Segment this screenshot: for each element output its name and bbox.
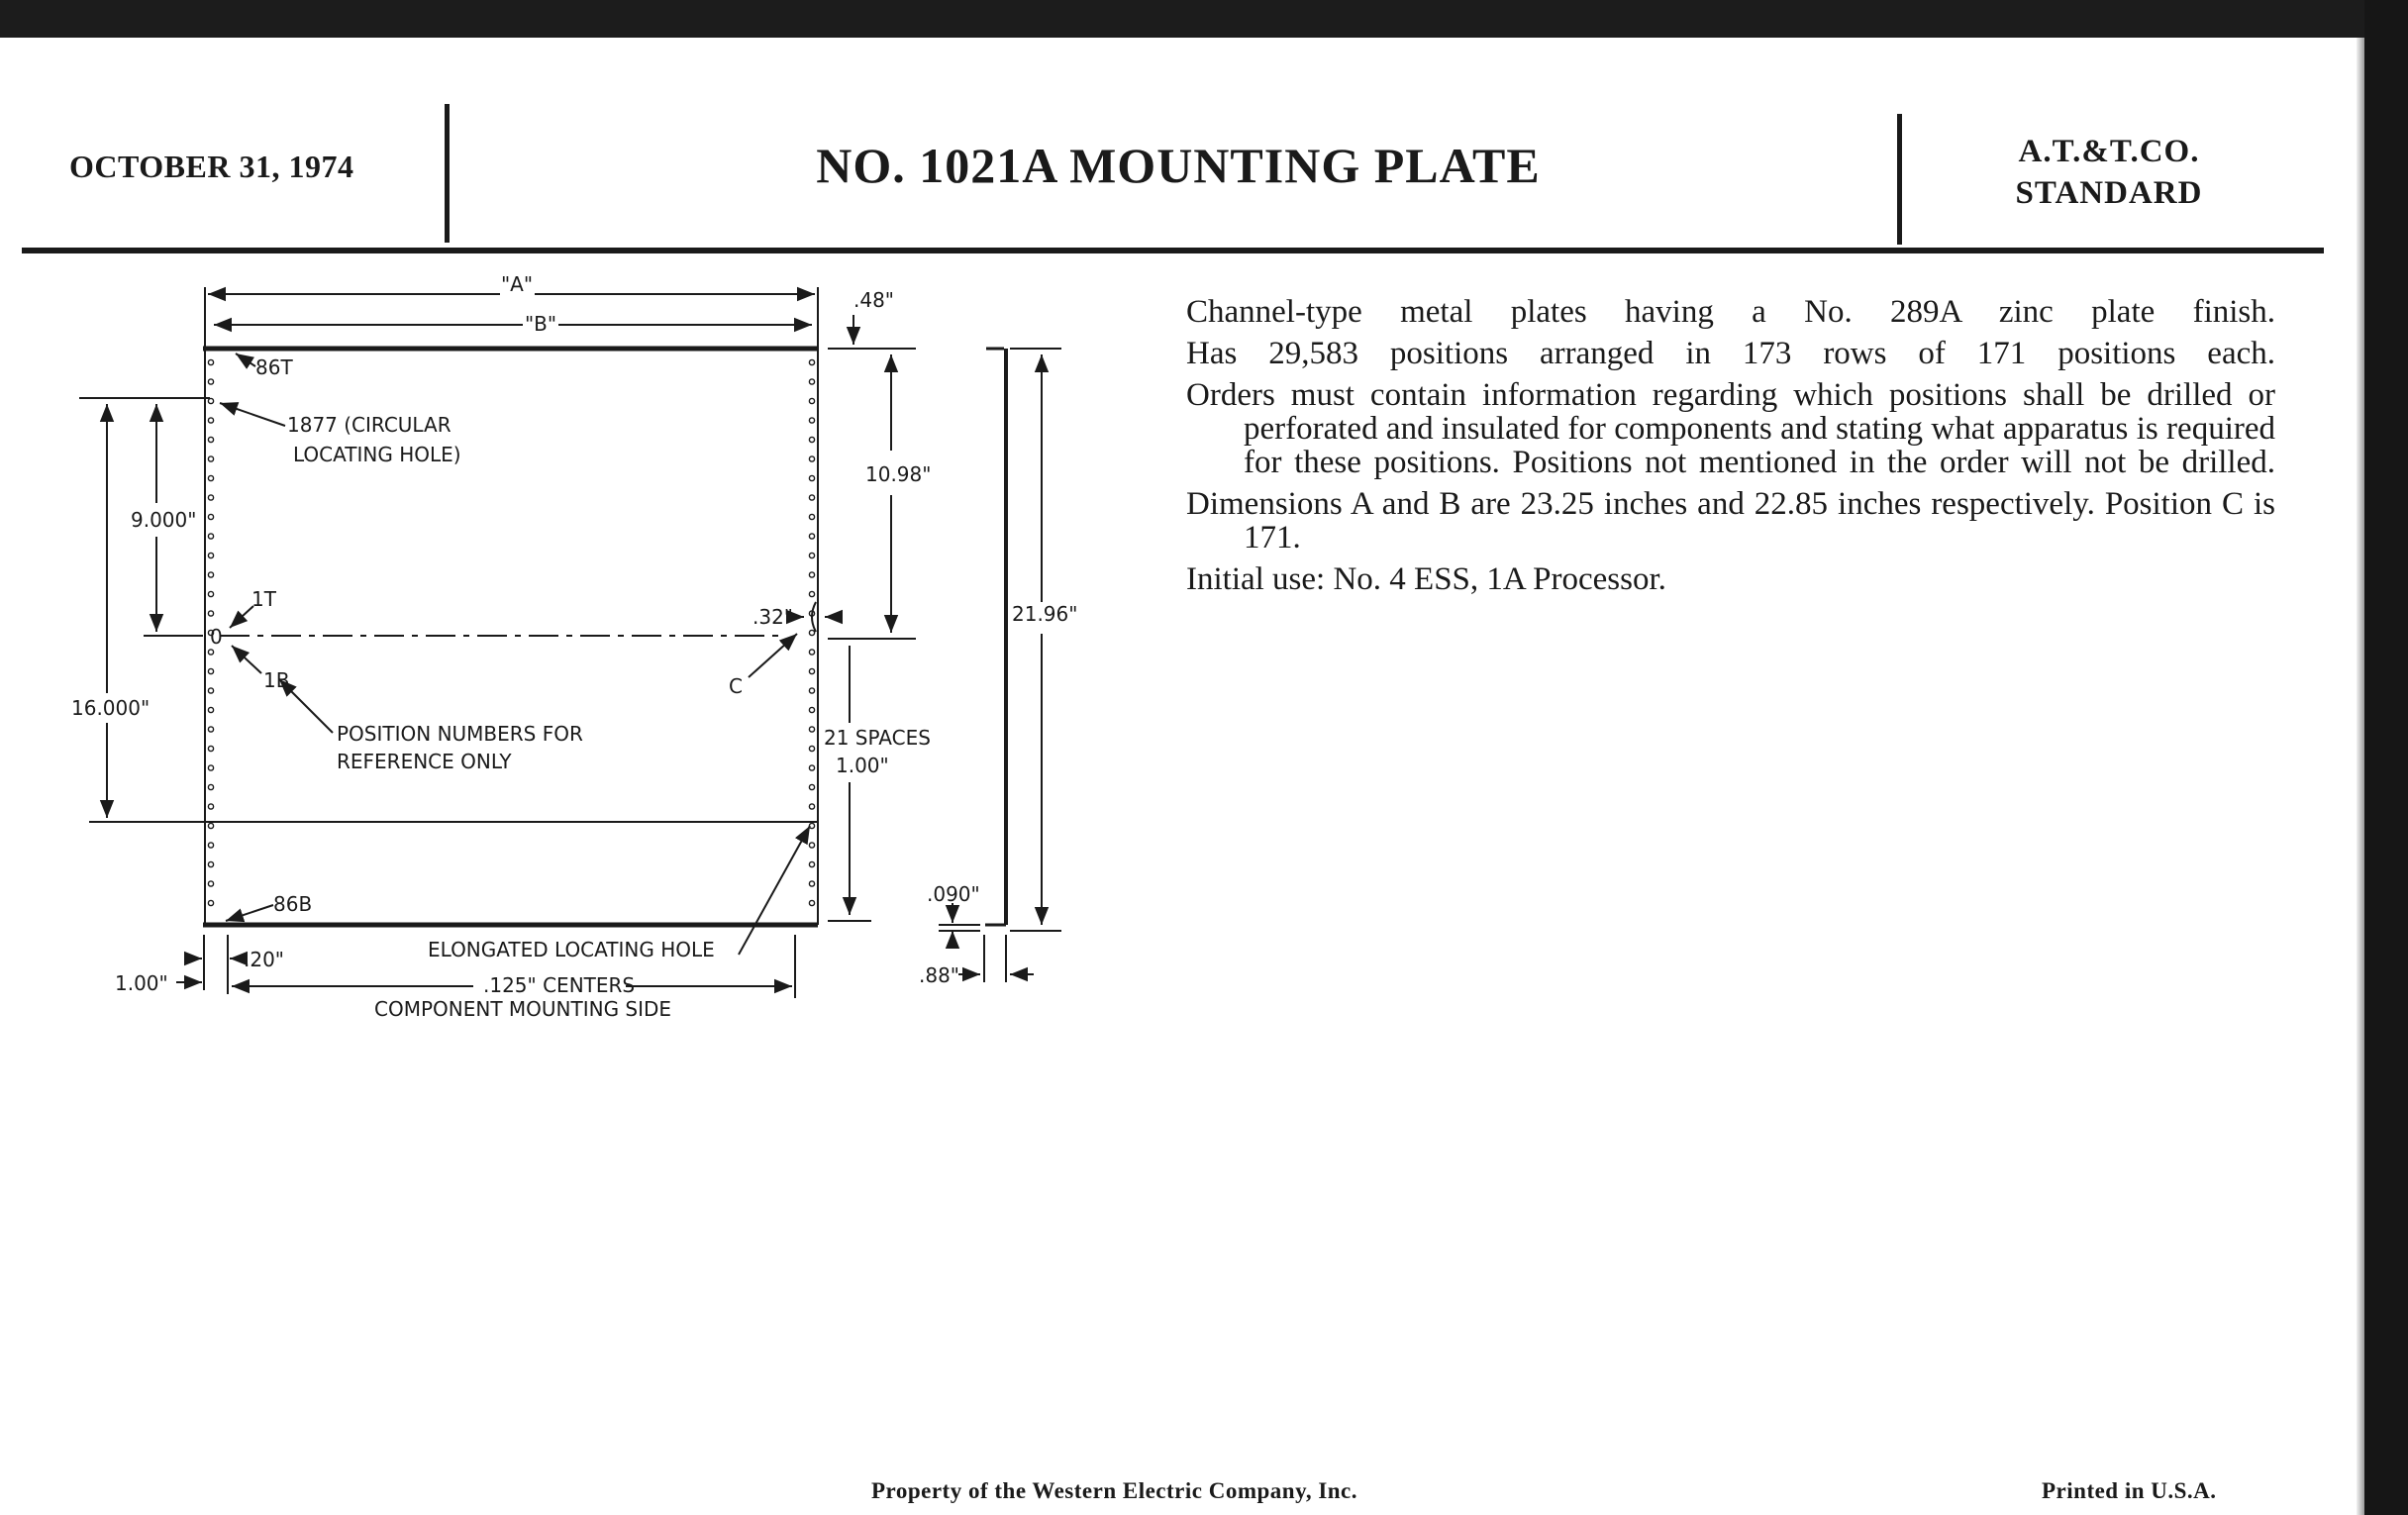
description-paragraph: Orders must contain information regarding which positions shall be drilled or perforated and insulated for components and stating what apparatus is required for these positions. Positions not mentioned in the order will not be drilled. xyxy=(1186,377,2275,480)
label-position-numbers-b: REFERENCE ONLY xyxy=(337,750,512,773)
mounting-hole xyxy=(809,881,814,886)
page-title: NO. 1021A MOUNTING PLATE xyxy=(816,138,1541,193)
mounting-hole xyxy=(809,514,814,519)
header-rule xyxy=(22,248,2324,253)
scan-top-border xyxy=(0,0,2408,38)
leader-86b xyxy=(226,905,273,921)
mounting-hole xyxy=(809,707,814,712)
mounting-hole xyxy=(809,900,814,905)
mounting-hole xyxy=(208,437,213,442)
dimension-1098-label: 10.98" xyxy=(865,462,932,486)
dimension-100 xyxy=(115,971,202,995)
dimension-100-label: 1.00" xyxy=(115,971,168,995)
mounting-hole xyxy=(809,784,814,789)
dimension-088-label: .88" xyxy=(919,963,960,987)
header-divider-right xyxy=(1897,114,1902,245)
mounting-hole xyxy=(809,861,814,866)
mounting-hole xyxy=(208,495,213,500)
mounting-hole xyxy=(208,553,213,557)
mounting-hole xyxy=(809,650,814,655)
mounting-hole xyxy=(208,514,213,519)
mounting-hole xyxy=(208,688,213,693)
mounting-hole xyxy=(208,359,213,364)
label-1t: 1T xyxy=(251,587,276,611)
mounting-hole xyxy=(208,418,213,423)
dimension-21-spaces-span xyxy=(828,646,871,921)
dimension-9000-label: 9.000" xyxy=(131,508,197,532)
description-paragraph: Channel-type metal plates having a No. 289A zinc plate finish. xyxy=(1186,294,2275,330)
dimension-b-label: "B" xyxy=(524,312,557,336)
leader-1b xyxy=(232,646,261,673)
mounting-hole xyxy=(208,900,213,905)
label-centers: .125" CENTERS xyxy=(483,973,636,997)
mounting-hole xyxy=(809,765,814,770)
dimension-16000-label: 16.000" xyxy=(71,696,150,720)
mounting-hole xyxy=(809,746,814,751)
mounting-hole xyxy=(208,707,213,712)
header-standard xyxy=(1926,131,2292,214)
mounting-hole xyxy=(809,823,814,828)
header-divider-left xyxy=(445,104,450,243)
header-standard-line1: A.T.&T.CO. xyxy=(2018,134,2200,169)
mounting-hole xyxy=(809,572,814,577)
label-0: 0 xyxy=(210,625,223,649)
dimension-a xyxy=(205,272,818,349)
dimension-048-label: .48" xyxy=(853,288,895,312)
label-1b: 1B xyxy=(263,668,290,692)
label-position-numbers: POSITION NUMBERS FOR xyxy=(337,722,583,746)
mounting-hole xyxy=(809,534,814,539)
dimension-088 xyxy=(919,935,1034,987)
description xyxy=(1186,295,2275,604)
mounting-hole xyxy=(809,379,814,384)
mounting-hole xyxy=(208,843,213,848)
label-c: C xyxy=(729,674,743,698)
mounting-hole xyxy=(208,534,213,539)
mounting-hole xyxy=(809,437,814,442)
mounting-hole xyxy=(809,495,814,500)
footer-printed: Printed in U.S.A. xyxy=(2042,1478,2217,1503)
mounting-hole xyxy=(208,650,213,655)
mounting-hole xyxy=(208,765,213,770)
dimension-048 xyxy=(853,288,894,345)
dimension-a-label: "A" xyxy=(500,272,534,296)
label-21-spaces: 21 SPACES xyxy=(824,726,931,750)
dimension-1098 xyxy=(828,349,931,639)
mounting-plate-drawing xyxy=(0,267,1109,1040)
footer-property: Property of the Western Electric Company, Inc. xyxy=(871,1478,1358,1503)
mounting-hole xyxy=(208,861,213,866)
mounting-hole xyxy=(208,823,213,828)
mounting-hole xyxy=(208,398,213,403)
description-paragraph: Dimensions A and B are 23.25 inches and 22.85 inches respectively. Position C is 171. xyxy=(1186,486,2275,556)
mounting-hole xyxy=(208,727,213,732)
description-paragraph: Initial use: No. 4 ESS, 1A Processor. xyxy=(1186,561,1666,597)
leader-1877 xyxy=(220,403,285,426)
mounting-hole xyxy=(208,611,213,616)
leader-position-numbers xyxy=(279,679,333,733)
mounting-hole xyxy=(809,688,814,693)
mounting-hole xyxy=(809,418,814,423)
mounting-hole xyxy=(809,475,814,480)
mounting-hole xyxy=(208,881,213,886)
mounting-hole xyxy=(208,379,213,384)
dimension-2196-label: 21.96" xyxy=(1012,602,1078,626)
mounting-hole xyxy=(208,784,213,789)
leader-c xyxy=(749,634,797,677)
mounting-hole xyxy=(809,398,814,403)
leader-86t xyxy=(236,354,255,366)
dimension-090 xyxy=(927,882,980,949)
mounting-hole xyxy=(809,591,814,596)
mounting-hole xyxy=(208,572,213,577)
channel-side-view xyxy=(985,349,1061,931)
leader-elongated xyxy=(739,826,810,955)
header-date: OCTOBER 31, 1974 xyxy=(69,149,354,184)
mounting-hole xyxy=(809,630,814,635)
dimension-b xyxy=(214,312,812,336)
label-1877: 1877 (CIRCULAR xyxy=(287,413,452,437)
mounting-hole xyxy=(809,727,814,732)
mounting-hole xyxy=(809,804,814,809)
header-standard-line2: STANDARD xyxy=(2015,175,2203,211)
mounting-hole xyxy=(809,359,814,364)
label-21-spaces-b: 1.00" xyxy=(836,754,889,777)
leader-1t xyxy=(230,606,253,628)
mounting-hole xyxy=(809,843,814,848)
scan-right-edge-shadow xyxy=(2357,38,2364,1515)
mounting-hole xyxy=(208,804,213,809)
label-86b: 86B xyxy=(273,892,313,916)
mounting-hole xyxy=(208,456,213,461)
dimension-090-label: .090" xyxy=(927,882,980,906)
mounting-hole xyxy=(208,668,213,673)
mounting-hole xyxy=(208,746,213,751)
dimension-032-label: .32" xyxy=(752,605,794,629)
label-86t: 86T xyxy=(255,355,293,379)
mounting-hole xyxy=(208,475,213,480)
mounting-hole xyxy=(809,553,814,557)
mounting-hole xyxy=(208,591,213,596)
scan-right-border xyxy=(2364,0,2408,1515)
description-paragraph: Has 29,583 positions arranged in 173 rows of 171 positions each. xyxy=(1186,336,2275,371)
label-elongated: ELONGATED LOCATING HOLE xyxy=(428,938,715,961)
dimension-9000 xyxy=(131,404,203,636)
label-component-side: COMPONENT MOUNTING SIDE xyxy=(374,997,672,1021)
dimension-2196 xyxy=(1012,354,1077,925)
right-hole-column xyxy=(809,359,814,905)
dimension-020-label: .20" xyxy=(244,948,285,971)
dimension-032 xyxy=(752,602,842,632)
mounting-hole xyxy=(809,668,814,673)
mounting-hole xyxy=(809,456,814,461)
label-1877-b: LOCATING HOLE) xyxy=(293,443,461,466)
